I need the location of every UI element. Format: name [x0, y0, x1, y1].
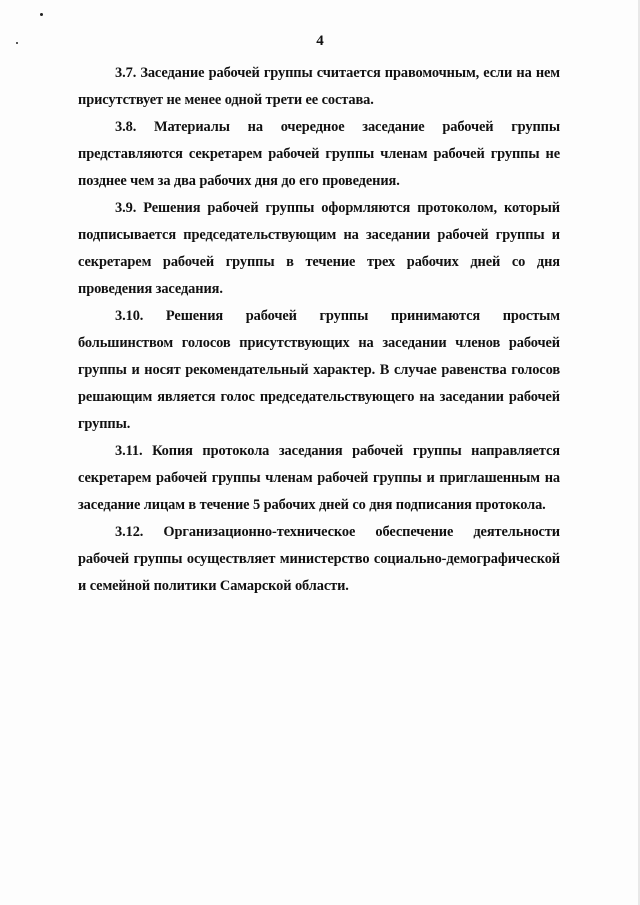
paragraph-3-7: 3.7. Заседание рабочей группы считается правомочным, если на нем присутствует не менее одной трети ее состава.: [78, 65, 560, 108]
paragraph-3-12: 3.12. Организационно-техническое обеспечение деятельности рабочей группы осуществляет министерство социально-демографической и семейной политики Самарской области.: [78, 524, 560, 594]
paragraph-3-9: 3.9. Решения рабочей группы оформляются протоколом, который подписывается председательствующим на заседании рабочей группы и секретарем рабочей группы в течение трех рабочих дней со дня проведения заседания.: [78, 200, 560, 297]
paragraph-3-11: 3.11. Копия протокола заседания рабочей группы направляется секретарем рабочей группы членам рабочей группы и приглашенным на заседание лицам в течение 5 рабочих дней со дня подписания протокола.: [78, 443, 560, 513]
page-number: 4: [316, 33, 324, 49]
paragraph-3-10: 3.10. Решения рабочей группы принимаются простым большинством голосов присутствующих на заседании членов рабочей группы и носят рекомендательный характер. В случае равенства голосов решающим является голос председательствующего на заседании рабочей группы.: [78, 308, 560, 432]
document-body: [78, 60, 560, 600]
scan-speck: [40, 13, 43, 16]
paragraph-3-8: 3.8. Материалы на очередное заседание рабочей группы представляются секретарем рабочей группы членам рабочей группы не позднее чем за два рабочих дня до его проведения.: [78, 119, 560, 189]
